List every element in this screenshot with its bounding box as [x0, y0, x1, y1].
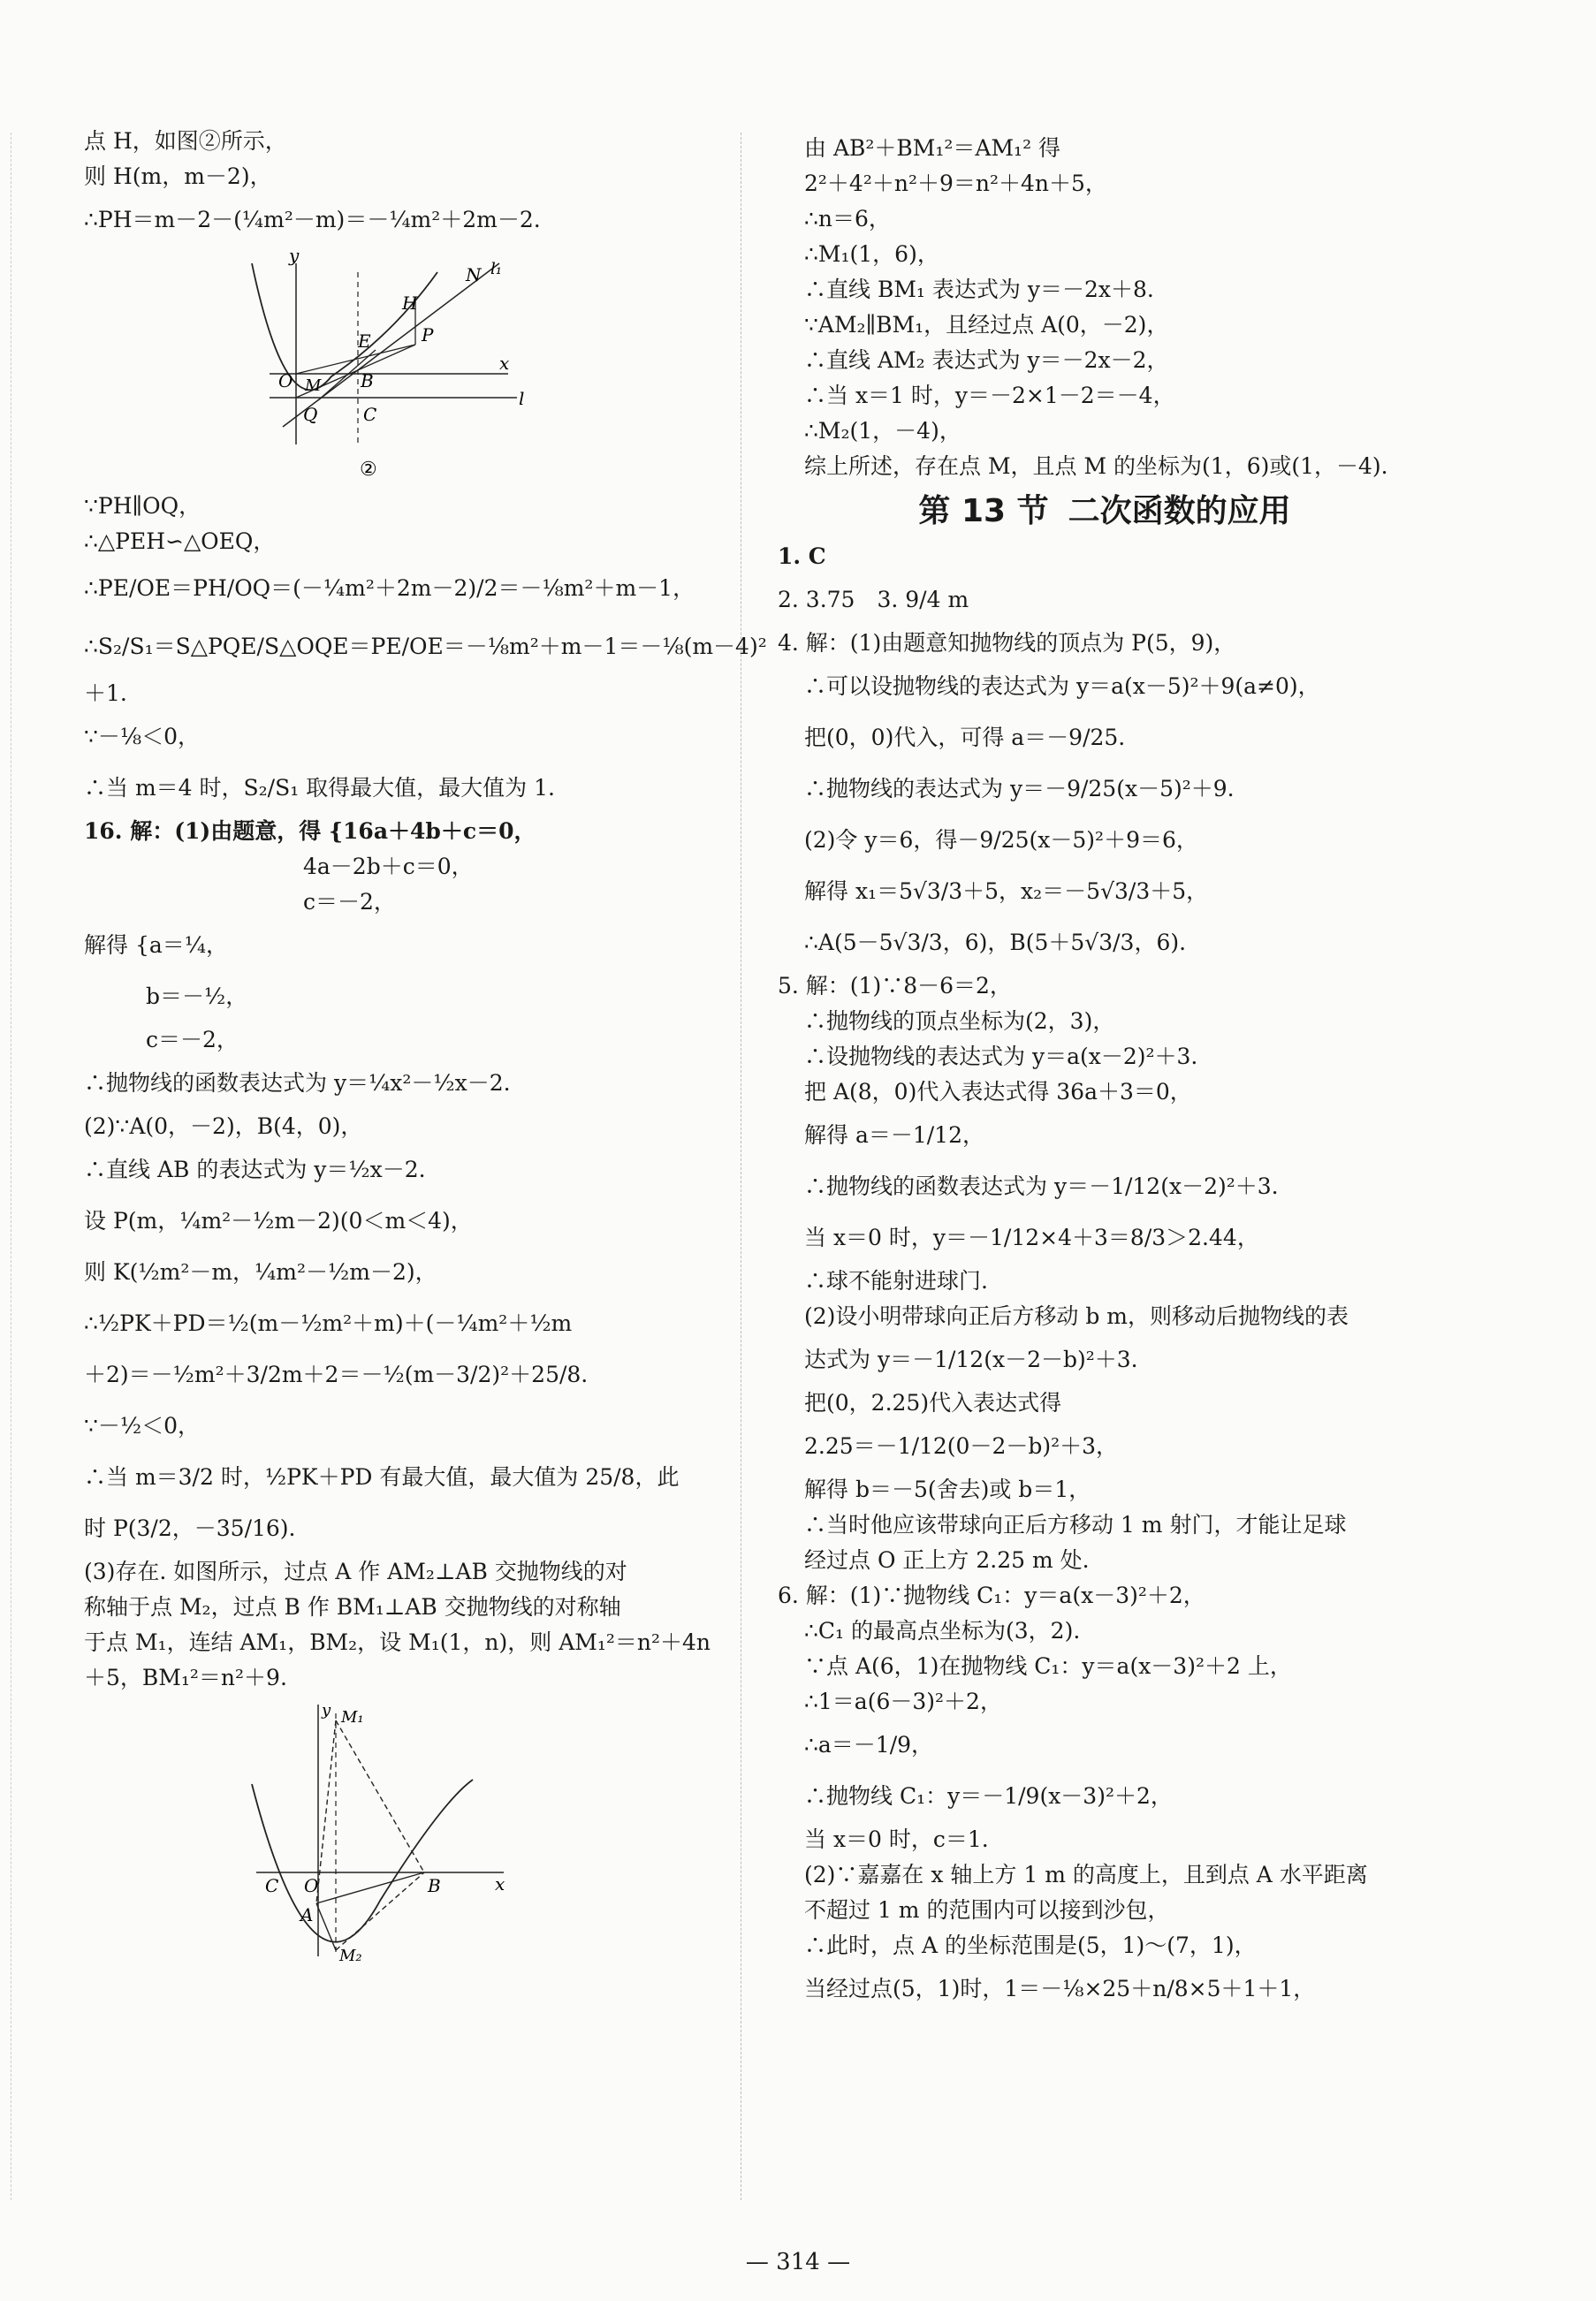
solution-5: 5. 解：(1)∵8－6＝2， — [778, 973, 1012, 999]
label-C: C — [363, 404, 377, 425]
label-M: M — [305, 376, 322, 395]
text-line: (3)存在. 如图所示，过点 A 作 AM₂⊥AB 交抛物线的对 — [84, 1559, 627, 1584]
label-C: C — [265, 1875, 279, 1896]
text-line: ∴球不能射进球门. — [804, 1268, 988, 1294]
text-line: 把 A(8，0)代入表达式得 36a＋3＝0， — [804, 1079, 1192, 1105]
right-column — [778, 131, 1432, 2015]
label-E: E — [358, 330, 371, 352]
label-y: y — [289, 246, 300, 266]
equation-line: ∴抛物线 C₁：y＝－1/9(x－3)²＋2， — [804, 1783, 1173, 1809]
equation-line: ∴A(5－5√3/3，6)，B(5＋5√3/3，6). — [804, 930, 1187, 955]
label-M1: M₁ — [341, 1708, 364, 1727]
text-line: ∴M₁(1，6)， — [804, 241, 939, 267]
label-P: P — [422, 324, 434, 346]
figure-2 — [234, 246, 694, 489]
equation-line: 设 P(m，¼m²－½m－2)(0＜m＜4)， — [84, 1208, 473, 1234]
figure-caption: ② — [360, 459, 377, 481]
text-line: 则 H(m，m－2)， — [84, 163, 272, 189]
solution-16: 16. 解：(1)由题意，得 {16a＋4b＋c＝0， — [84, 818, 536, 844]
text-line: ∴直线 BM₁ 表达式为 y＝－2x＋8. — [804, 277, 1154, 302]
equation-line: ∴a＝－1/9， — [804, 1732, 934, 1758]
text-line: ∴当时他应该带球向正后方移动 1 m 射门，才能让足球 — [804, 1512, 1347, 1538]
answer-2-3: 2. 3.75 3. 9/4 m — [778, 587, 969, 612]
text-line: ∴1＝a(6－3)²＋2， — [804, 1689, 1002, 1714]
label-x: x — [495, 1873, 505, 1895]
text-line: 经过点 O 正上方 2.25 m 处. — [804, 1547, 1090, 1573]
text-line: 综上所述，存在点 M，且点 M 的坐标为(1，6)或(1，－4). — [804, 453, 1388, 479]
text-line: 把(0，2.25)代入表达式得 — [804, 1390, 1062, 1416]
text-line: ＋5，BM₁²＝n²＋9. — [84, 1665, 287, 1690]
system-line: 4a－2b＋c＝0， — [303, 854, 474, 879]
label-N: N — [466, 264, 482, 285]
text-line: 2²＋4²＋n²＋9＝n²＋4n＋5， — [804, 171, 1107, 196]
label-Q: Q — [303, 404, 318, 425]
label-M2: M₂ — [339, 1947, 362, 1965]
text-line: 不超过 1 m 的范围内可以接到沙包， — [804, 1897, 1170, 1923]
equation-line: ∵－½＜0， — [84, 1413, 201, 1439]
text-line: 由 AB²＋BM₁²＝AM₁² 得 — [804, 135, 1061, 161]
equation-line: ∴抛物线的函数表达式为 y＝－1/12(x－2)²＋3. — [804, 1173, 1279, 1199]
equation-line: ∴PH＝m－2－(¼m²－m)＝－¼m²＋2m－2. — [84, 207, 541, 232]
equation-line: 解得 a＝－1/12， — [804, 1122, 984, 1148]
left-column — [84, 124, 767, 1965]
label-B: B — [361, 370, 374, 391]
text-line: ∴抛物线的顶点坐标为(2，3)， — [804, 1008, 1115, 1034]
text-line: ∵AM₂∥BM₁，且经过点 A(0，－2)， — [804, 312, 1169, 338]
equation-line: 解得 x₁＝5√3/3＋5，x₂＝－5√3/3＋5， — [804, 878, 1209, 904]
text-line: (2)∵A(0，－2)，B(4，0)， — [84, 1113, 363, 1139]
equation-line: ＋2)＝－½m²＋3/2m＋2＝－½(m－3/2)²＋25/8. — [84, 1362, 589, 1387]
equation-line: ∵－⅛＜0， — [84, 724, 201, 749]
label-l1: l₁ — [490, 260, 502, 278]
text-line: 解得 b＝－5(舍去)或 b＝1， — [804, 1477, 1091, 1502]
system-line: 解得 {a＝¼， — [84, 932, 228, 958]
equation-line: ∴当 m＝4 时，S₂/S₁ 取得最大值，最大值为 1. — [84, 775, 555, 801]
solution-6: 6. 解：(1)∵抛物线 C₁：y＝a(x－3)²＋2， — [778, 1583, 1205, 1608]
text-line: 于点 M₁，连结 AM₁，BM₂，设 M₁(1，n)，则 AM₁²＝n²＋4n — [84, 1629, 711, 1655]
text-line: ∵点 A(6，1)在抛物线 C₁：y＝a(x－3)²＋2 上， — [804, 1653, 1292, 1679]
equation-line: 则 K(½m²－m，¼m²－½m－2)， — [84, 1259, 437, 1285]
solution-4: 4. 解：(1)由题意知抛物线的顶点为 P(5，9)， — [778, 630, 1236, 656]
section-heading — [778, 490, 1432, 534]
equation-line: 把(0，0)代入，可得 a＝－9/25. — [804, 725, 1126, 750]
text-line: ＋1. — [84, 680, 127, 706]
system-line: c＝－2， — [303, 889, 396, 915]
label-x: x — [499, 353, 510, 374]
answer-1: 1. C — [778, 543, 826, 569]
equation-line: ∴抛物线的函数表达式为 y＝¼x²－½x－2. — [84, 1070, 511, 1096]
equation-line: ∴当 m＝3/2 时，½PK＋PD 有最大值，最大值为 25/8，此 — [84, 1464, 680, 1490]
text-line: 称轴于点 M₂，过点 B 作 BM₁⊥AB 交抛物线的对称轴 — [84, 1594, 621, 1620]
page-number: — 314 — — [745, 2249, 851, 2275]
equation-line: 当经过点(5，1)时，1＝－⅛×25＋n/8×5＋1＋1， — [804, 1976, 1316, 2001]
equation-line: ∴PE/OE＝PH/OQ＝(－¼m²＋2m－2)/2＝－⅛m²＋m－1， — [84, 575, 695, 601]
system-line: c＝－2， — [146, 1027, 239, 1052]
figure-3 — [247, 1696, 530, 1965]
equation-line: 时 P(3/2，－35/16). — [84, 1515, 296, 1541]
label-H: H — [402, 292, 418, 314]
text-line: 点 H，如图②所示， — [84, 128, 287, 154]
label-B: B — [428, 1875, 441, 1896]
text-line: 当 x＝0 时，c＝1. — [804, 1826, 989, 1852]
text-line: (2)∵嘉嘉在 x 轴上方 1 m 的高度上，且到点 A 水平距离 — [804, 1862, 1368, 1887]
label-O: O — [304, 1875, 319, 1896]
line-l1 — [283, 263, 499, 427]
text-line: ∵PH∥OQ， — [84, 493, 201, 519]
label-y: y — [322, 1701, 331, 1720]
section-title: 二次函数的应用 — [1068, 493, 1291, 529]
text-line: ∴直线 AM₂ 表达式为 y＝－2x－2， — [804, 347, 1169, 373]
text-line: ∴此时，点 A 的坐标范围是(5，1)～(7，1)， — [804, 1933, 1257, 1958]
text-line: ∴n＝6， — [804, 206, 891, 232]
text-line: ∴C₁ 的最高点坐标为(3，2). — [804, 1618, 1081, 1644]
text-line: (2)设小明带球向正后方移动 b m，则移动后抛物线的表 — [804, 1303, 1349, 1329]
text-line: ∴当 x＝1 时，y＝－2×1－2＝－4， — [804, 383, 1175, 408]
equation-line: ∴可以设抛物线的表达式为 y＝a(x－5)²＋9(a≠0)， — [804, 673, 1320, 699]
equation-line: 当 x＝0 时，y＝－1/12×4＋3＝8/3＞2.44， — [804, 1225, 1259, 1250]
text-line: ∴M₂(1，－4)， — [804, 418, 961, 444]
label-O: O — [278, 370, 293, 391]
equation-line: ∴½PK＋PD＝½(m－½m²＋m)＋(－¼m²＋½m — [84, 1310, 573, 1336]
equation-line: ∴S₂/S₁＝S△PQE/S△OQE＝PE/OE＝－⅛m²＋m－1＝－⅛(m－4)² — [84, 634, 767, 659]
text-line: ∴设抛物线的表达式为 y＝a(x－2)²＋3. — [804, 1044, 1198, 1069]
equation-line: 2.25＝－1/12(0－2－b)²＋3， — [804, 1433, 1119, 1459]
parabola — [252, 1780, 473, 1942]
equation-line: ∴抛物线的表达式为 y＝－9/25(x－5)²＋9. — [804, 776, 1235, 801]
label-A: A — [300, 1904, 314, 1925]
text-line: ∴△PEH∽△OEQ， — [84, 528, 276, 554]
label-l: l — [519, 388, 525, 409]
equation-line: (2)令 y＝6，得－9/25(x－5)²＋9＝6， — [804, 827, 1198, 853]
equation-line: ∴直线 AB 的表达式为 y＝½x－2. — [84, 1157, 426, 1182]
section-number: 第 13 节 — [918, 493, 1049, 529]
equation-line: 达式为 y＝－1/12(x－2－b)²＋3. — [804, 1347, 1138, 1372]
system-line: b＝－½， — [146, 983, 248, 1009]
